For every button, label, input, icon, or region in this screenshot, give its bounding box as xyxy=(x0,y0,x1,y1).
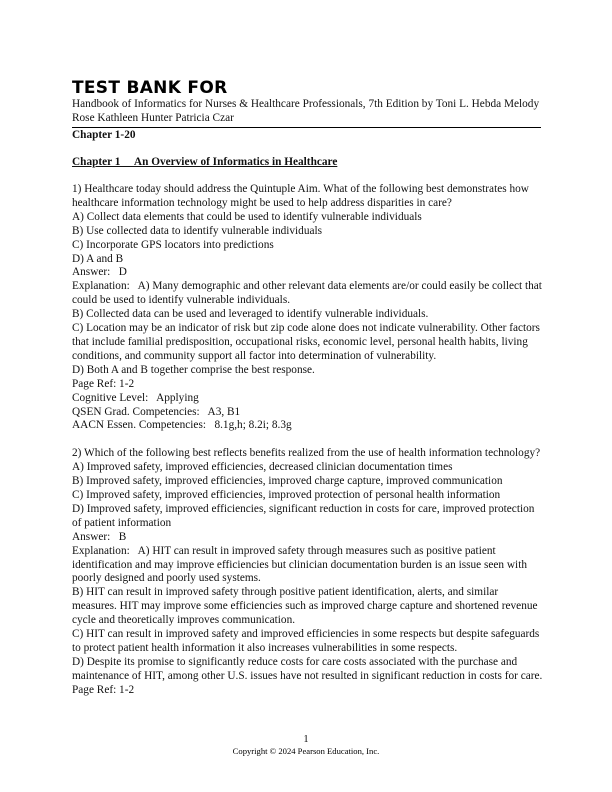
qsen-competencies: QSEN Grad. Competencies: A3, B1 xyxy=(72,405,241,418)
option-a: A) Collect data elements that could be used to identify vulnerable individuals xyxy=(72,210,422,223)
page-ref: Page Ref: 1-2 xyxy=(72,683,135,696)
option-d: D) Improved safety, improved efficiencies, significant reduction in costs for care, improved protection of patient information xyxy=(72,502,538,529)
aacn-competencies: AACN Essen. Competencies: 8.1g,h; 8.2i; 8.3g xyxy=(72,419,292,432)
explanation-b: B) Collected data can be used and leveraged to identify vulnerable individuals. xyxy=(72,308,429,321)
chapter-range: Chapter 1-20 xyxy=(72,129,136,141)
option-b: B) Improved safety, improved efficiencies, improved charge capture, improved communication xyxy=(72,475,503,488)
header-rule xyxy=(72,127,541,128)
explanation-d: D) Both A and B together comprise the best response. xyxy=(72,363,315,376)
question-stem: 2) Which of the following best reflects benefits realized from the use of health information technology? xyxy=(72,447,541,460)
option-c: C) Incorporate GPS locators into predictions xyxy=(72,238,274,251)
question-stem: 1) Healthcare today should address the Quintuple Aim. What of the following best demonstrates how healthcare information technology might be used to help address disparities in care? xyxy=(72,183,532,209)
option-b: B) Use collected data to identify vulnerable individuals xyxy=(72,224,323,237)
page-number: 1 xyxy=(303,734,309,745)
explanation-d: D) Despite its promise to significantly reduce costs for care costs associated with the purchase and maintenance of HIT, among other U.S. issues have not resulted in significant reduction in costs for care. xyxy=(72,655,543,682)
question-spacer xyxy=(72,433,544,447)
question-list xyxy=(72,183,544,698)
question-1 xyxy=(72,183,544,433)
explanation-b: B) HIT can result in improved safety through positive patient identification, alerts, and similar measures. HIT may improve some efficiencies such as improved charge capture and shortened revenue cycle and theoretically improves communication. xyxy=(72,586,541,627)
option-d: D) A and B xyxy=(72,252,124,265)
option-c: C) Improved safety, improved efficiencies, improved protection of personal health information xyxy=(72,489,501,502)
copyright-notice: Copyright © 2024 Pearson Education, Inc. xyxy=(232,746,380,756)
explanation-c: C) Location may be an indicator of risk but zip code alone does not indicate vulnerability. Other factors that include familial predisposition, occupational risks, economic level, personal health habits, living conditions, and community support all factor into determination of vulnerability. xyxy=(72,322,543,362)
answer: Answer: B xyxy=(72,530,127,543)
question-2 xyxy=(72,447,544,697)
option-a: A) Improved safety, improved efficiencies, decreased clinician documentation times xyxy=(72,461,453,474)
book-title: Handbook of Informatics for Nurses & Healthcare Professionals, 7th Edition by Toni L. Hebda Melody Rose Kathleen Hunter Patricia Czar xyxy=(72,98,540,124)
answer: Answer: D xyxy=(72,266,127,279)
explanation-c: C) HIT can result in improved safety and improved efficiencies in some respects but despite safeguards to protect patient health information it also increases vulnerabilities in some respects. xyxy=(72,628,543,654)
chapter-heading: Chapter 1 An Overview of Informatics in Healthcare xyxy=(72,156,338,168)
page-ref: Page Ref: 1-2 xyxy=(72,377,135,390)
document-title: TEST BANK FOR xyxy=(72,78,228,98)
explanation-a: Explanation: A) HIT can result in improved safety through measures such as positive patient identification and may improve efficiencies but clinician documentation burden is an issue seen with poorly designed and poorly used systems. xyxy=(72,544,530,585)
explanation-a: Explanation: A) Many demographic and other relevant data elements are/or could easily be collect that could be used to identify vulnerable individuals. xyxy=(72,280,545,307)
cognitive-level: Cognitive Level: Applying xyxy=(72,391,199,404)
